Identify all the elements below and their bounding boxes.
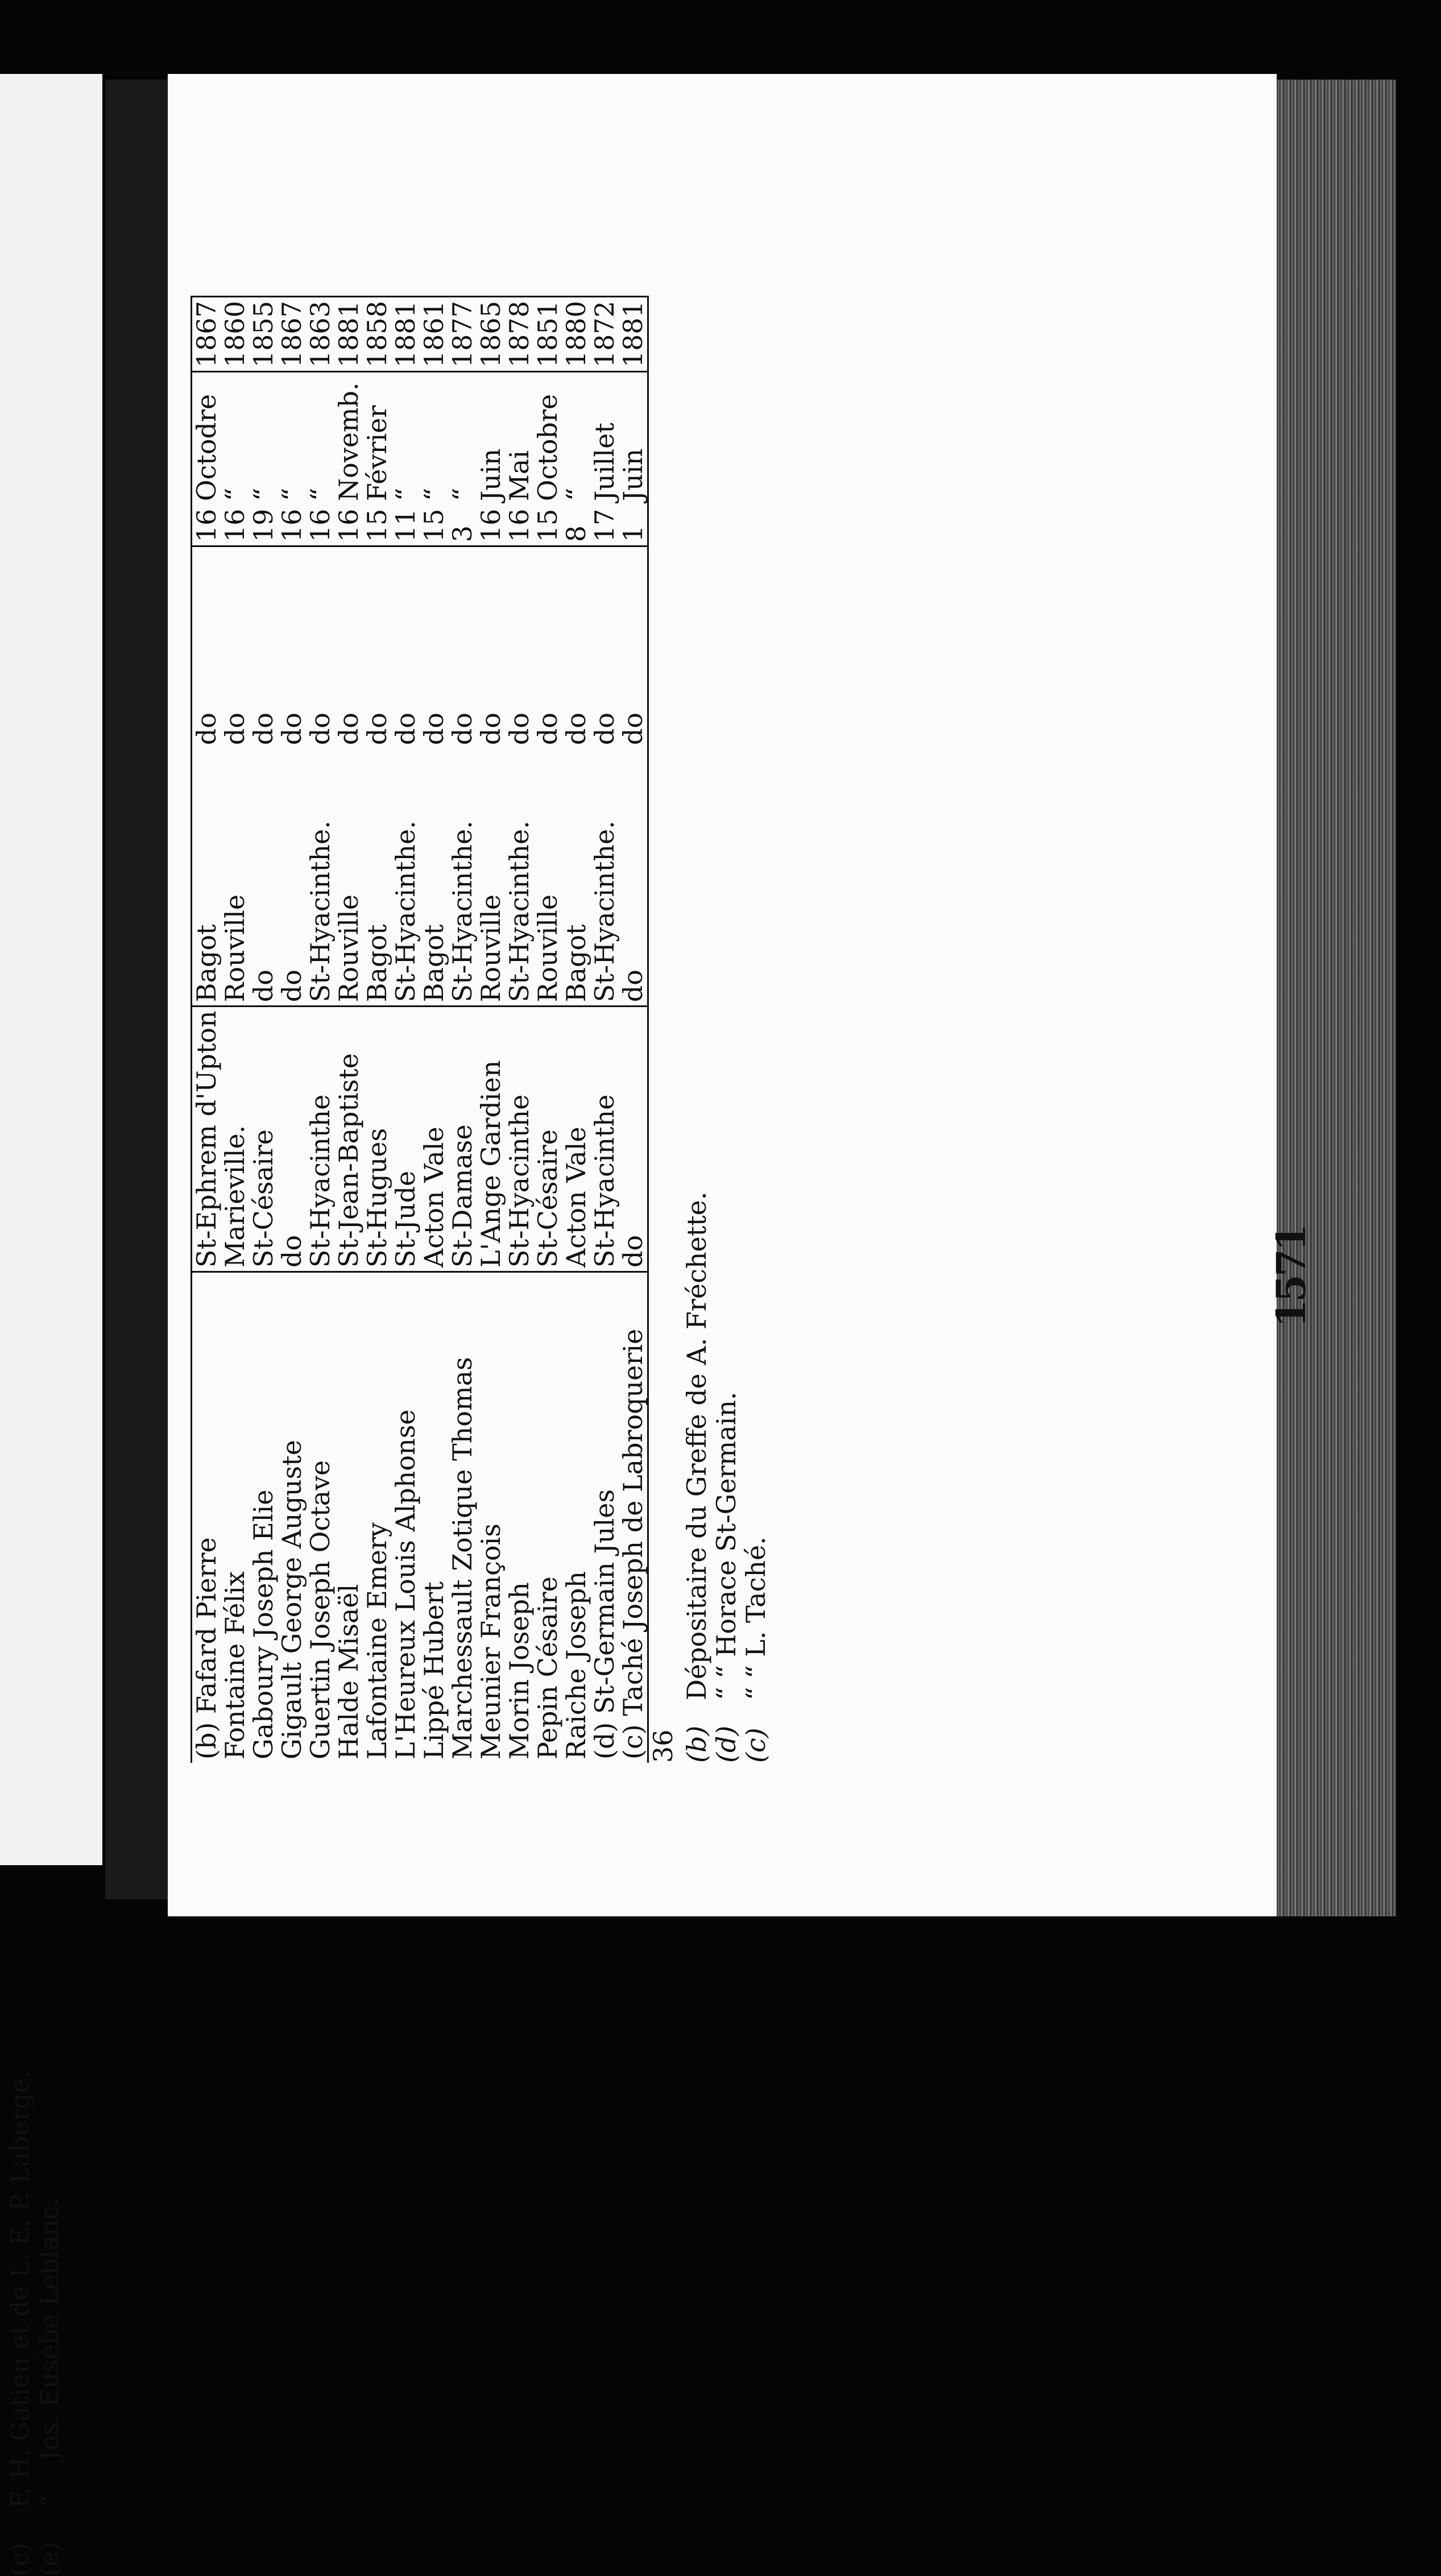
day-cell: 16 xyxy=(505,504,533,546)
day-cell: 8 xyxy=(562,504,590,546)
footnotes xyxy=(682,239,771,1763)
person-name-cell: L'Heureux Louis Alphonse xyxy=(390,1409,421,1759)
table-row xyxy=(334,297,363,1763)
footnote xyxy=(741,239,771,1763)
month-cell: Octobre xyxy=(532,394,563,502)
county-cell: St-Hyacinthe. xyxy=(306,748,334,1007)
day-cell: 3 xyxy=(448,504,477,546)
county-cell: Bagot xyxy=(363,748,391,1007)
leader-dots-cell xyxy=(477,546,505,640)
county-cell: do xyxy=(249,748,278,1007)
county-cell: do xyxy=(278,748,306,1007)
table-row xyxy=(448,297,477,1763)
day-cell: 16 xyxy=(278,504,306,546)
person-name-cell: Lippé Hubert xyxy=(419,1581,449,1759)
table-row xyxy=(533,297,562,1763)
day-cell: 19 xyxy=(249,504,278,546)
year-cell: 1867 xyxy=(192,297,221,372)
day-cell: 15 xyxy=(533,504,562,546)
place-cell: do xyxy=(504,713,535,746)
parish-cell: L'Ange Gardien xyxy=(477,1007,505,1272)
parish-cell: St-Hugues xyxy=(363,1007,391,1272)
month-cell: “ xyxy=(419,487,449,502)
leader-dots-cell xyxy=(448,546,477,640)
place-cell: do xyxy=(192,639,221,748)
place-cell: do xyxy=(333,713,364,746)
person-name-cell: Pepin Césaire xyxy=(532,1576,563,1759)
place-cell: do xyxy=(305,713,336,746)
person-name-cell: Guertin Joseph Octave xyxy=(305,1460,336,1759)
table-row xyxy=(306,297,334,1763)
left-line-text: F. H. Gatien et de L. E. P. Laberge. xyxy=(6,2070,35,2509)
year-cell: 1855 xyxy=(249,297,278,372)
place-cell: do xyxy=(419,713,449,746)
parish-cell: St-Jude xyxy=(391,1007,420,1272)
month-cell: “ xyxy=(305,487,336,502)
footnote-text: “ “ Horace St-Germain. xyxy=(711,1391,742,1700)
footnote xyxy=(711,239,741,1763)
leader-dots-cell xyxy=(334,546,363,640)
person-name-cell: Halde Misaël xyxy=(333,1584,364,1759)
place-cell: do xyxy=(276,713,307,746)
year-cell: 1878 xyxy=(505,297,533,372)
leader-dots-cell xyxy=(619,546,648,640)
parish-cell: St-Hyacinthe xyxy=(590,1007,619,1272)
person-name-cell: Fontaine Félix xyxy=(220,1571,250,1759)
leader-dots-cell xyxy=(249,546,278,640)
year-cell: 1867 xyxy=(278,297,306,372)
day-cell: 1 xyxy=(619,504,648,546)
table-row xyxy=(278,297,306,1763)
footnote-mark: (c) xyxy=(740,1728,771,1763)
person-name-cell: Gigault George Auguste xyxy=(276,1440,307,1759)
parish-cell: Acton Vale xyxy=(420,1007,448,1272)
table-row xyxy=(192,297,221,1763)
person-name-cell: Morin Joseph xyxy=(504,1582,535,1759)
month-cell: “ xyxy=(276,487,307,502)
parish-cell: St-Ephrem d'Upton xyxy=(192,1007,221,1272)
parish-cell: St-Jean-Baptiste xyxy=(334,1007,363,1272)
footnote xyxy=(682,239,711,1763)
place-cell: do xyxy=(390,713,421,746)
year-cell: 1860 xyxy=(221,297,249,372)
day-cell: 17 xyxy=(590,504,619,546)
place-cell: do xyxy=(532,713,563,746)
county-cell: Rouville xyxy=(533,748,562,1007)
day-cell: 15 xyxy=(363,504,391,546)
parish-cell: St-Hyacinthe xyxy=(306,1007,334,1272)
leader-dots-cell xyxy=(420,546,448,640)
place-cell: do xyxy=(220,713,250,746)
table-row xyxy=(221,297,249,1763)
leader-dots-cell xyxy=(306,546,334,640)
person-name-cell: Lafontaine Emery xyxy=(362,1522,392,1759)
year-cell: 1881 xyxy=(619,297,648,372)
table-row xyxy=(505,297,533,1763)
year-cell: 1851 xyxy=(533,297,562,372)
person-name-cell: Gaboury Joseph Elie xyxy=(248,1489,279,1759)
person-name-cell: Marchessault Zotique Thomas xyxy=(447,1357,478,1759)
leader-dots-cell xyxy=(363,546,391,640)
year-cell: 1863 xyxy=(306,297,334,372)
table-row xyxy=(619,297,648,1763)
table-row xyxy=(249,297,278,1763)
month-cell: “ xyxy=(390,487,421,502)
month-cell: Octodre xyxy=(192,372,221,505)
month-cell: Juillet xyxy=(589,423,620,502)
person-name-cell: Raiche Joseph xyxy=(561,1571,591,1759)
month-cell: Juin xyxy=(475,448,506,502)
place-cell: do xyxy=(362,713,392,746)
parish-cell: St-Césaire xyxy=(249,1007,278,1272)
year-cell: 1877 xyxy=(448,297,477,372)
footnote-mark: (d) xyxy=(711,1725,742,1763)
person-name-cell: (c) Taché Joseph de Labroquerie xyxy=(619,1272,648,1763)
county-cell: Bagot xyxy=(192,748,221,1007)
left-line-mark: (c) xyxy=(6,2542,35,2576)
parish-cell: do xyxy=(278,1007,306,1272)
person-name-cell: (b) Fafard Pierre xyxy=(192,1272,221,1763)
left-page xyxy=(0,74,102,2576)
table-row xyxy=(590,297,619,1763)
table-row xyxy=(391,297,420,1763)
person-name-cell: Meunier François xyxy=(475,1523,506,1759)
table-row xyxy=(562,297,590,1763)
page-number: 36 xyxy=(648,1729,678,1763)
year-cell: 1881 xyxy=(334,297,363,372)
parish-cell: St-Damase xyxy=(448,1007,477,1272)
left-page-line xyxy=(6,813,35,2576)
month-cell: “ xyxy=(248,487,279,502)
parish-cell: St-Hyacinthe xyxy=(505,1007,533,1272)
footnote-text: Dépositaire du Greffe de A. Fréchette. xyxy=(681,1191,712,1700)
day-cell: 16 xyxy=(306,504,334,546)
day-cell: 16 xyxy=(334,504,363,546)
leader-dots-cell xyxy=(533,546,562,640)
register-content xyxy=(191,239,816,1763)
leader-dots-cell xyxy=(590,546,619,640)
year-cell: 1865 xyxy=(477,297,505,372)
parish-cell: St-Césaire xyxy=(533,1007,562,1272)
left-line-quote: “ xyxy=(35,2495,64,2508)
leader-dots-cell xyxy=(391,546,420,640)
year-cell: 1872 xyxy=(590,297,619,372)
county-cell: Rouville xyxy=(334,748,363,1007)
county-cell: Bagot xyxy=(420,748,448,1007)
year-cell: 1881 xyxy=(391,297,420,372)
leader-dots-cell xyxy=(562,546,590,640)
year-cell: 1858 xyxy=(363,297,391,372)
place-cell: do xyxy=(561,713,591,746)
left-page-text xyxy=(6,813,97,2576)
left-line-mark: (e) xyxy=(35,2541,64,2576)
county-cell: Rouville xyxy=(221,748,249,1007)
year-cell: 1861 xyxy=(420,297,448,372)
left-page-line xyxy=(35,813,65,2576)
day-cell: 11 xyxy=(391,504,420,546)
leader-dots-cell xyxy=(278,546,306,640)
place-cell: do xyxy=(589,713,620,746)
parish-cell: Marieville. xyxy=(221,1007,249,1272)
page-edges xyxy=(1277,80,1396,1916)
month-cell: “ xyxy=(561,487,591,502)
month-cell: Novemb. xyxy=(333,382,364,502)
month-cell: “ xyxy=(447,487,478,502)
parish-cell: do xyxy=(619,1007,648,1272)
place-cell: do xyxy=(248,713,279,746)
place-cell: do xyxy=(619,639,648,748)
place-cell: do xyxy=(447,713,478,746)
day-cell: 16 xyxy=(477,504,505,546)
month-cell: Juin xyxy=(619,372,648,505)
leader-dots-cell xyxy=(505,546,533,640)
county-cell: St-Hyacinthe. xyxy=(448,748,477,1007)
table-row xyxy=(420,297,448,1763)
footnote-text: “ “ L. Taché. xyxy=(740,1537,771,1700)
book-spine-shadow xyxy=(105,80,168,1899)
person-name-cell: (d) St-Germain Jules xyxy=(589,1489,620,1759)
month-cell: “ xyxy=(220,487,250,502)
leader-dots-cell xyxy=(221,546,249,640)
parish-cell: Acton Vale xyxy=(562,1007,590,1272)
county-cell: do xyxy=(619,748,648,1007)
day-cell: 16 xyxy=(221,504,249,546)
county-cell: St-Hyacinthe. xyxy=(505,748,533,1007)
year-cell: 1880 xyxy=(562,297,590,372)
county-cell: St-Hyacinthe. xyxy=(391,748,420,1007)
footnote-mark: (b) xyxy=(681,1725,712,1763)
leader-dots-cell xyxy=(192,546,221,640)
library-stamp: 1571 xyxy=(1267,1225,1315,1328)
county-cell: St-Hyacinthe. xyxy=(590,748,619,1007)
day-cell: 16 xyxy=(192,504,221,546)
table-row xyxy=(363,297,391,1763)
county-cell: Rouville xyxy=(477,748,505,1007)
place-cell: do xyxy=(475,713,506,746)
day-cell: 15 xyxy=(420,504,448,546)
notary-register-table xyxy=(191,296,649,1763)
county-cell: Bagot xyxy=(562,748,590,1007)
table-row xyxy=(477,297,505,1763)
month-cell: Février xyxy=(362,405,392,502)
month-cell: Mai xyxy=(504,450,535,502)
left-line-text: Jos. Eusèbe Leblanc. xyxy=(35,2197,64,2461)
